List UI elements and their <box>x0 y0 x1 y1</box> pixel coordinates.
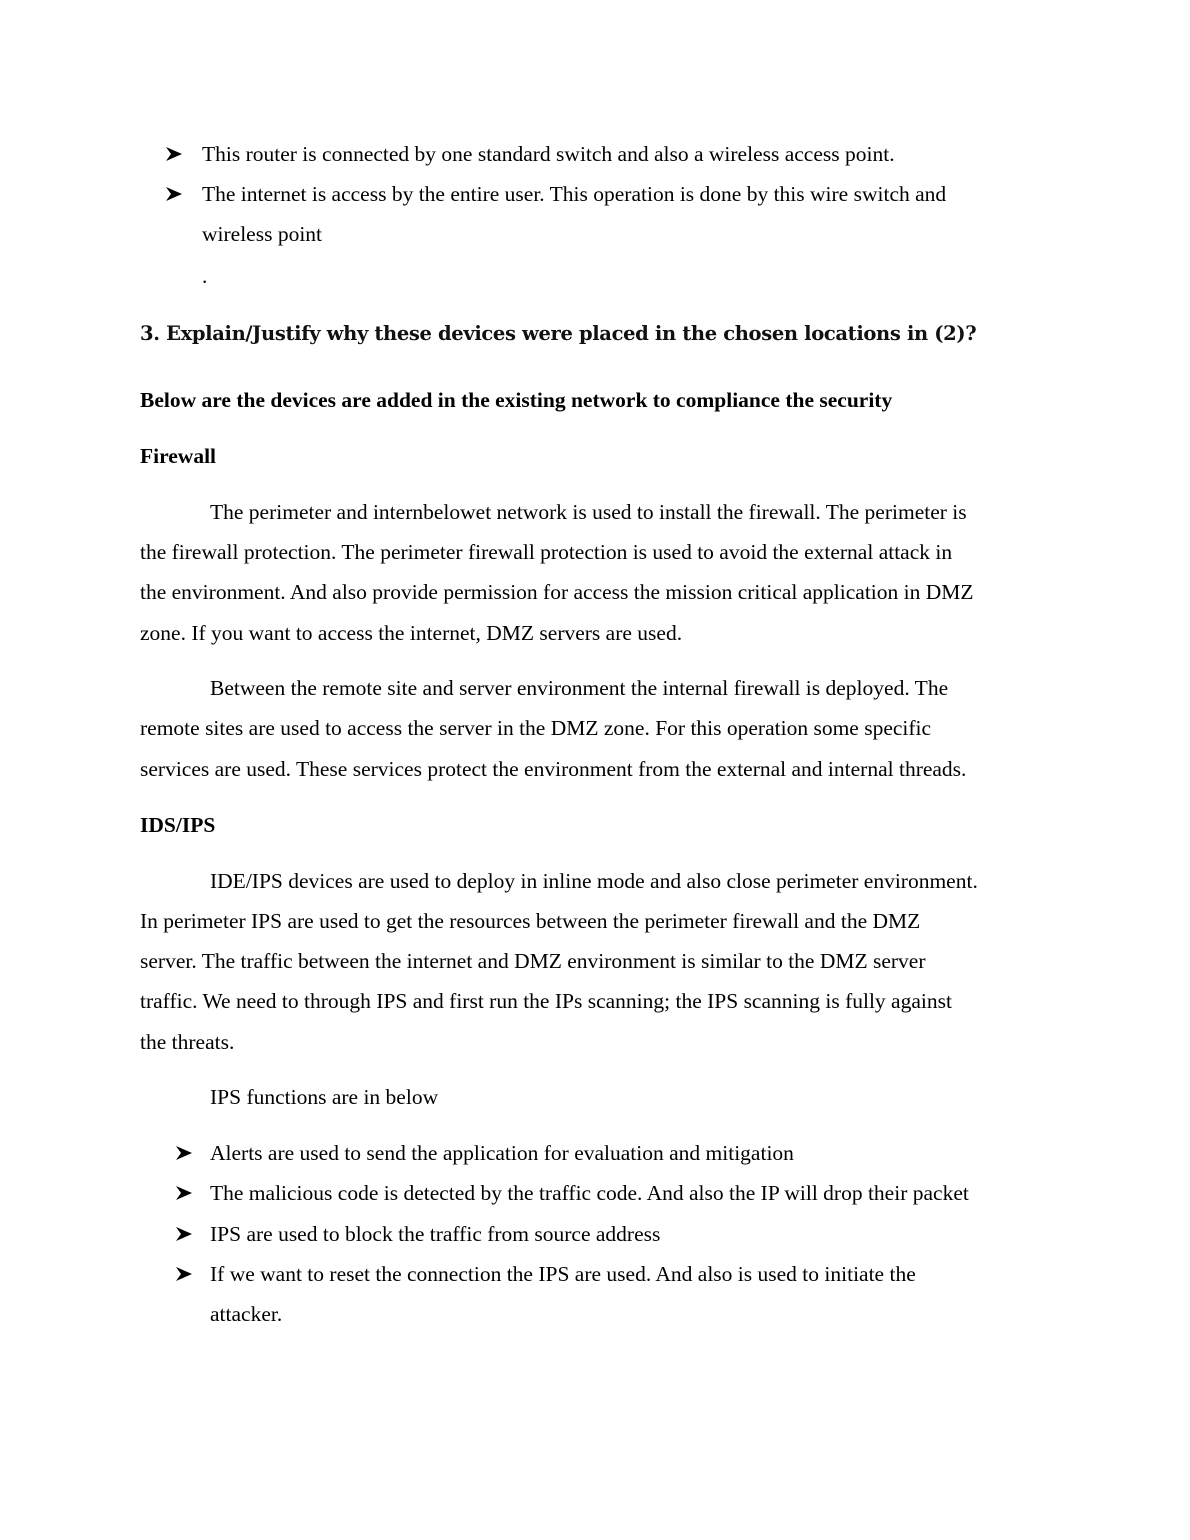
firewall-heading: Firewall <box>140 444 217 468</box>
arrowhead-bullet-icon <box>165 134 189 174</box>
functions-intro: IPS functions are in below <box>210 1085 439 1109</box>
arrowhead-bullet-icon <box>175 1214 199 1254</box>
paragraph-line: services are used. These services protect the environment from the external and internal threads. <box>140 757 967 781</box>
paragraph-line: In perimeter IPS are used to get the resources between the perimeter firewall and the DMZ <box>140 909 921 933</box>
bullet-text: attacker. <box>210 1302 283 1326</box>
paragraph-line: zone. If you want to access the internet, DMZ servers are used. <box>140 621 683 645</box>
paragraph-line: traffic. We need to through IPS and first run the IPs scanning; the IPS scanning is fully against <box>140 989 952 1013</box>
bullet-text: This router is connected by one standard switch and also a wireless access point. <box>202 142 895 166</box>
bullet-text: The internet is access by the entire user. This operation is done by this wire switch and <box>202 182 947 206</box>
stray-period: . <box>202 264 208 288</box>
paragraph-line: server. The traffic between the internet and DMZ environment is similar to the DMZ server <box>140 949 926 973</box>
arrowhead-bullet-icon <box>175 1173 199 1213</box>
arrowhead-bullet-icon <box>175 1254 199 1294</box>
paragraph-line: the environment. And also provide permission for access the mission critical application in DMZ <box>140 580 974 604</box>
paragraph-line: IDE/IPS devices are used to deploy in inline mode and also close perimeter environment. <box>210 869 978 893</box>
ids-ips-heading: IDS/IPS <box>140 813 216 837</box>
bullet-text: The malicious code is detected by the traffic code. And also the IP will drop their packet <box>210 1181 969 1205</box>
paragraph-line: remote sites are used to access the server in the DMZ zone. For this operation some specific <box>140 716 932 740</box>
section-intro-heading: Below are the devices are added in the existing network to compliance the security <box>140 388 893 412</box>
arrowhead-bullet-icon <box>175 1133 199 1173</box>
paragraph-line: Between the remote site and server environment the internal firewall is deployed. The <box>210 676 949 700</box>
paragraph-line: the threats. <box>140 1030 235 1054</box>
bullet-text: IPS are used to block the traffic from source address <box>210 1222 661 1246</box>
question-heading: 3. Explain/Justify why these devices were placed in the chosen locations in (2)? <box>140 322 977 345</box>
paragraph-line: The perimeter and internbelowet network is used to install the firewall. The perimeter is <box>210 500 967 524</box>
bullet-text: Alerts are used to send the application for evaluation and mitigation <box>210 1141 794 1165</box>
bullet-text: If we want to reset the connection the IPS are used. And also is used to initiate the <box>210 1262 916 1286</box>
paragraph-line: the firewall protection. The perimeter firewall protection is used to avoid the external attack in <box>140 540 953 564</box>
arrowhead-bullet-icon <box>165 174 189 214</box>
bullet-text: wireless point <box>202 222 323 246</box>
